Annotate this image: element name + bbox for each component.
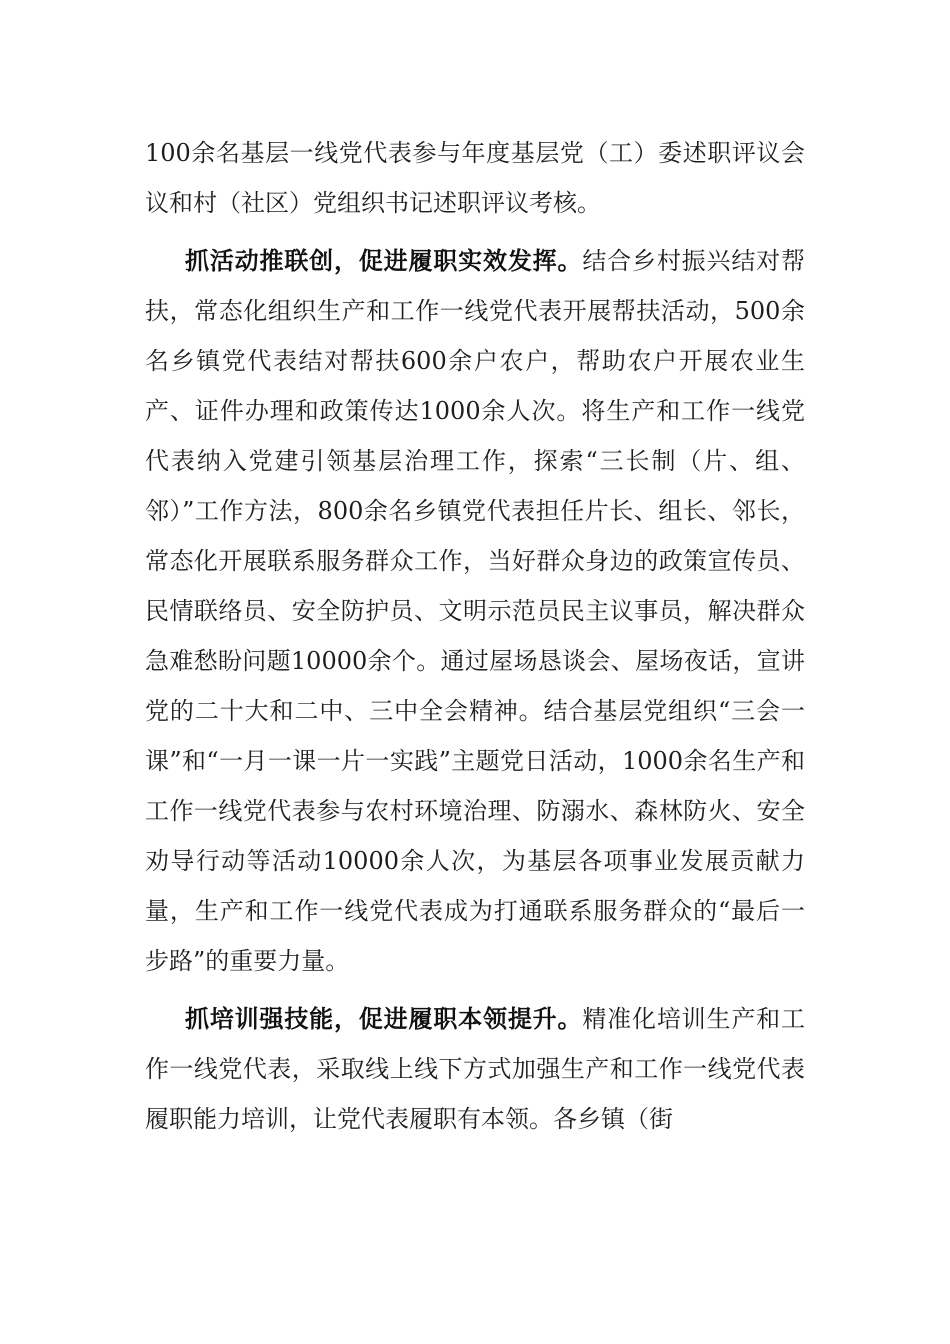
document-page — [145, 128, 805, 1144]
paragraph-training — [145, 994, 805, 1144]
paragraph-body: 结合乡村振兴结对帮扶，常态化组织生产和工作一线党代表开展帮扶活动，500余名乡镇党代表结对帮扶600余户农户，帮助农户开展农业生产、证件办理和政策传达1000余人次。将生产和工作一线党代表纳入党建引领基层治理工作，探索“三长制（片、组、邻）”工作方法，800余名乡镇党代表担任片长、组长、邻长，常态化开展联系服务群众工作，当好群众身边的政策宣传员、民情联络员、安全防护员、文明示范员民主议事员，解决群众急难愁盼问题10000余个。通过屋场恳谈会、屋场夜话，宣讲党的二十大和二中、三中全会精神。结合基层党组织“三会一课”和“一月一课一片一实践”主题党日活动，1000余名生产和工作一线党代表参与农村环境治理、防溺水、森林防火、安全劝导行动等活动10000余人次，为基层各项事业发展贡献力量，生产和工作一线党代表成为打通联系服务群众的“最后一步路”的重要力量。 — [145, 247, 806, 975]
paragraph-heading: 抓培训强技能，促进履职本领提升。 — [185, 1004, 583, 1033]
paragraph-continuation — [145, 128, 805, 228]
paragraph-body: 精准化培训生产和工作一线党代表，采取线上线下方式加强生产和工作一线党代表履职能力培训，让党代表履职有本领。各乡镇（街 — [145, 1005, 806, 1133]
paragraph-activities — [145, 236, 805, 986]
paragraph-heading: 抓活动推联创，促进履职实效发挥。 — [185, 246, 583, 275]
paragraph-body: 100余名基层一线党代表参与年度基层党（工）委述职评议会议和村（社区）党组织书记述职评议考核。 — [145, 139, 805, 217]
